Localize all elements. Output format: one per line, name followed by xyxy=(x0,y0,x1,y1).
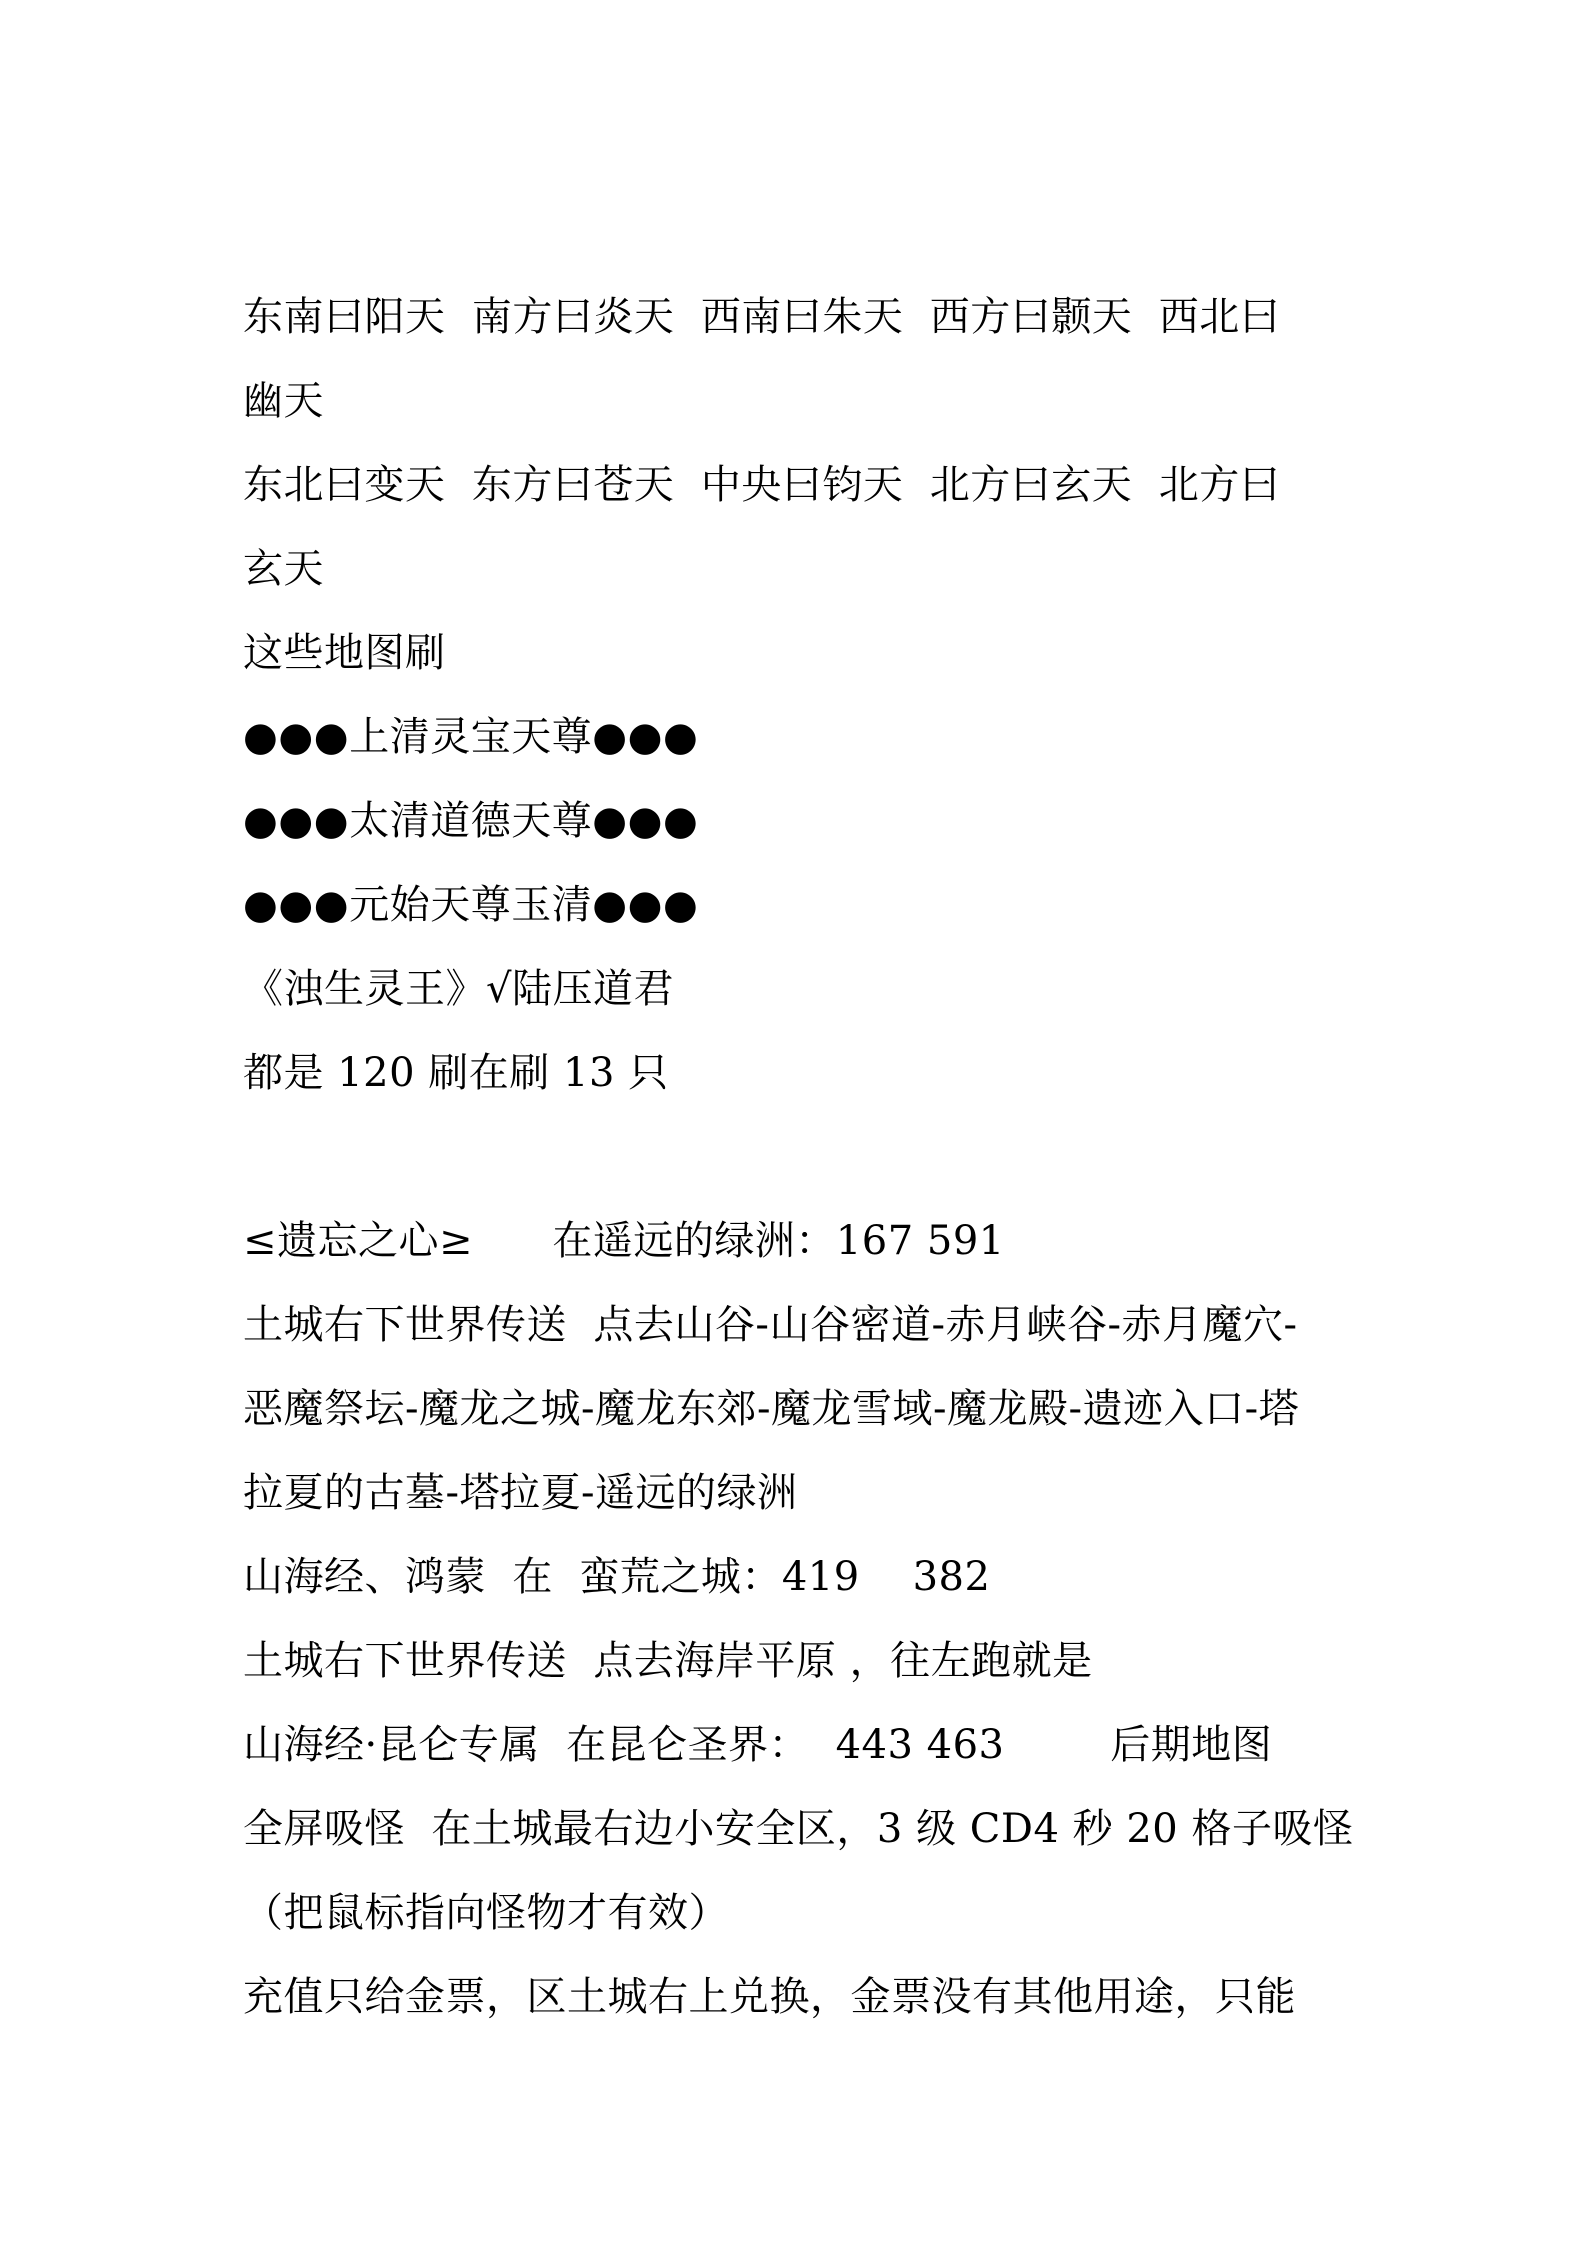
text-line: 山海经·昆仑专属 在昆仑圣界： 443 463 后期地图 xyxy=(243,1722,1273,1768)
text-line: 玄天 xyxy=(243,546,324,592)
text-line: 东北曰变天 东方曰苍天 中央曰钧天 北方曰玄天 北方曰 xyxy=(243,462,1281,508)
text-line: 东南曰阳天 南方曰炎天 西南曰朱天 西方曰颢天 西北曰 xyxy=(243,294,1281,340)
text-line: 恶魔祭坛-魔龙之城-魔龙东郊-魔龙雪域-魔龙殿-遗迹入口-塔 xyxy=(243,1386,1300,1432)
text-line: ≤遗忘之心≥ 在遥远的绿洲：167 591 xyxy=(243,1218,1005,1264)
text-line: ●●●元始天尊玉清●●● xyxy=(243,882,699,928)
text-line: 拉夏的古墓-塔拉夏-遥远的绿洲 xyxy=(243,1470,798,1516)
text-line: （把鼠标指向怪物才有效） xyxy=(243,1890,729,1936)
text-line: 土城右下世界传送 点去山谷-山谷密道-赤月峡谷-赤月魔穴- xyxy=(243,1302,1298,1348)
text-line: 幽天 xyxy=(243,378,324,424)
text-line: 《浊生灵王》√陆压道君 xyxy=(243,966,674,1012)
text-line: 都是 120 刷在刷 13 只 xyxy=(243,1050,669,1096)
text-line: 这些地图刷 xyxy=(243,630,446,676)
text-line: 山海经、鸿蒙 在 蛮荒之城：419 382 xyxy=(243,1554,991,1600)
text-line: 土城右下世界传送 点去海岸平原 ，往左跑就是 xyxy=(243,1638,1093,1684)
text-line: 全屏吸怪 在土城最右边小安全区，3 级 CD4 秒 20 格子吸怪 xyxy=(243,1806,1354,1852)
text-line: ●●●上清灵宝天尊●●● xyxy=(243,714,699,760)
text-line: ●●●太清道德天尊●●● xyxy=(243,798,699,844)
text-line: 充值只给金票，区土城右上兑换，金票没有其他用途，只能 xyxy=(243,1974,1296,2020)
